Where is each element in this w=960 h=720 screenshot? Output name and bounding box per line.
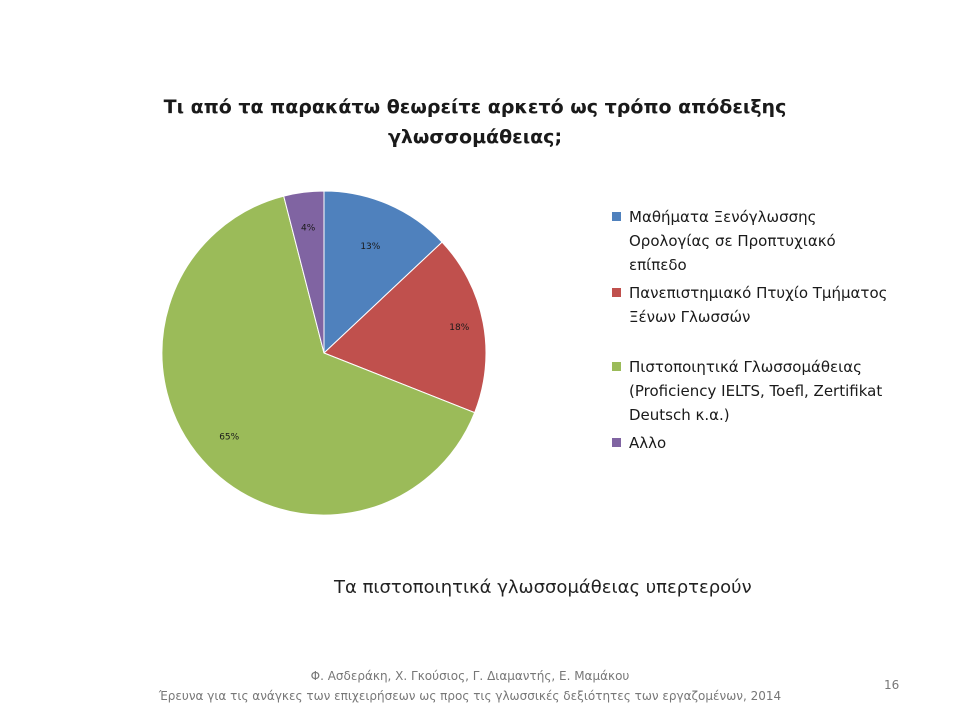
legend-swatch-university-degree — [612, 288, 621, 297]
pie-data-label-university-degree: 18% — [449, 323, 470, 334]
legend-label-line: Ορολογίας σε Προπτυχιακό — [629, 232, 836, 250]
legend-item-university-degree — [612, 281, 912, 329]
legend-item-terminology-courses — [612, 205, 912, 277]
legend-item-other — [612, 431, 912, 455]
legend-label-line: Deutsch κ.α.) — [629, 406, 730, 424]
pie-data-label-terminology-courses: 13% — [360, 241, 381, 252]
chart-title-line-2: γλωσσομάθειας; — [387, 126, 563, 148]
legend-label-line: Μαθήματα Ξενόγλωσσης — [629, 208, 817, 226]
page-number: 16 — [884, 678, 900, 692]
legend-label-line: επίπεδο — [629, 256, 687, 274]
legend-label-line: (Proficiency IELTS, Toefl, Zertifikat — [629, 382, 883, 400]
slide-subtitle: Τα πιστοποιητικά γλωσσομάθειας υπερτερούν — [334, 577, 752, 598]
legend-swatch-other — [612, 438, 621, 447]
pie-data-label-other: 4% — [301, 223, 316, 234]
chart-legend — [612, 205, 912, 455]
legend-label-line: Αλλο — [629, 434, 667, 452]
legend-label-line: Ξένων Γλωσσών — [629, 308, 751, 326]
legend-label-line: Πανεπιστημιακό Πτυχίο Τμήματος — [629, 284, 888, 302]
legend-label-line: Πιστοποιητικά Γλωσσομάθειας — [629, 358, 862, 376]
footer-study: Έρευνα για τις ανάγκες των επιχειρήσεων ως προς τις γλωσσικές δεξιότητες των εργαζομένων, 2014 — [158, 689, 782, 703]
legend-swatch-terminology-courses — [612, 212, 621, 221]
slide-footer — [100, 666, 840, 706]
legend-swatch-certificates — [612, 362, 621, 371]
footer-authors: Φ. Ασδεράκη, Χ. Γκούσιος, Γ. Διαμαντής, Ε. Μαμάκου — [310, 669, 630, 683]
legend-item-certificates — [612, 355, 912, 427]
chart-title-line-1: Τι από τα παρακάτω θεωρείτε αρκετό ως τρόπο απόδειξης — [163, 96, 787, 118]
pie-data-label-certificates: 65% — [219, 432, 240, 443]
